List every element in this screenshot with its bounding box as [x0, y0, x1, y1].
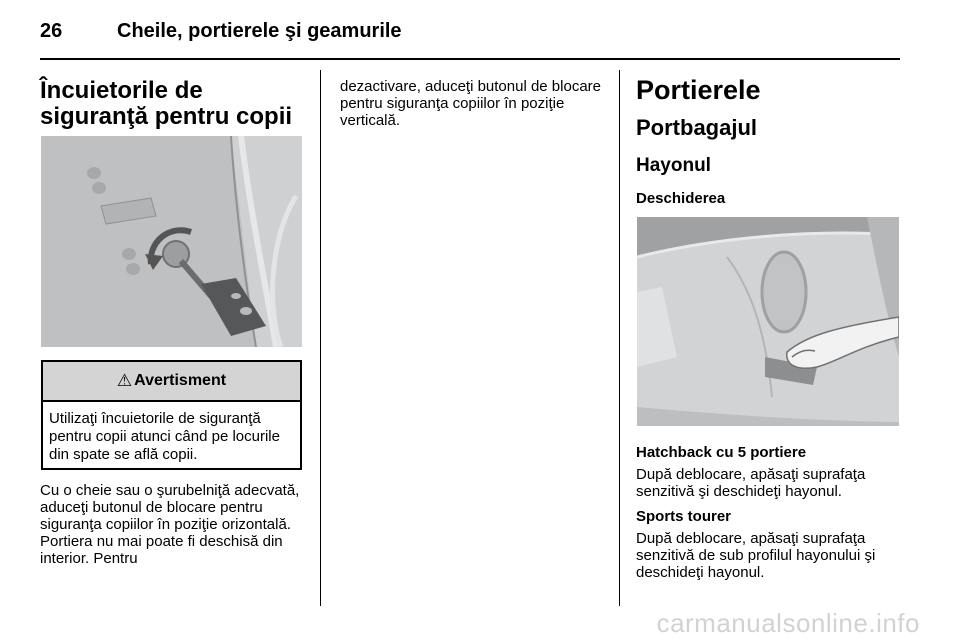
warning-text: Utilizaţi încuietorile de siguranţă pentru copii atunci când pe locurile din spate se află copii.	[49, 410, 280, 463]
section-heading: Încuietorile de siguranţă pentru copii	[40, 77, 293, 130]
heading-deschiderea: Deschiderea	[636, 190, 726, 207]
warning-title: Avertisment	[134, 372, 227, 389]
header-rule	[40, 58, 900, 60]
column-divider-left	[320, 70, 321, 606]
child-lock-illustration	[41, 136, 302, 347]
running-title: Cheile, portierele şi geamurile	[117, 20, 402, 42]
middle-paragraph: dezactivare, aduceţi butonul de blocare pentru siguranţa copiilor în poziţie verticală.	[340, 78, 602, 129]
watermark: carmanualsonline.info	[656, 608, 920, 638]
warning-header	[43, 362, 300, 402]
hatchback-title: Hatchback cu 5 portiere	[636, 444, 807, 461]
sports-tourer-text: După deblocare, apăsaţi suprafaţa senzitivă de sub profilul hayonului şi deschideţi hayonul.	[636, 530, 876, 581]
column-divider-right	[619, 70, 620, 606]
heading-portbagajul: Portbagajul	[636, 115, 758, 140]
heading-hayonul: Hayonul	[636, 155, 711, 176]
page-number: 26	[40, 20, 63, 42]
left-paragraph: Cu o cheie sau o şurubelniţă adecvată, aduceţi butonul de blocare pentru siguranţa copiilor în poziţie orizontală. Portiera nu mai poate fi deschisă din interior. Pentru	[40, 482, 300, 567]
tailgate-illustration	[637, 217, 899, 426]
warning-box	[41, 360, 302, 470]
hatchback-text: După deblocare, apăsaţi suprafaţa senzitivă şi deschideţi hayonul.	[636, 466, 866, 500]
heading-portierele: Portierele	[636, 75, 761, 105]
sports-tourer-title: Sports tourer	[636, 508, 732, 525]
warning-triangle-icon: ⚠	[116, 371, 133, 390]
